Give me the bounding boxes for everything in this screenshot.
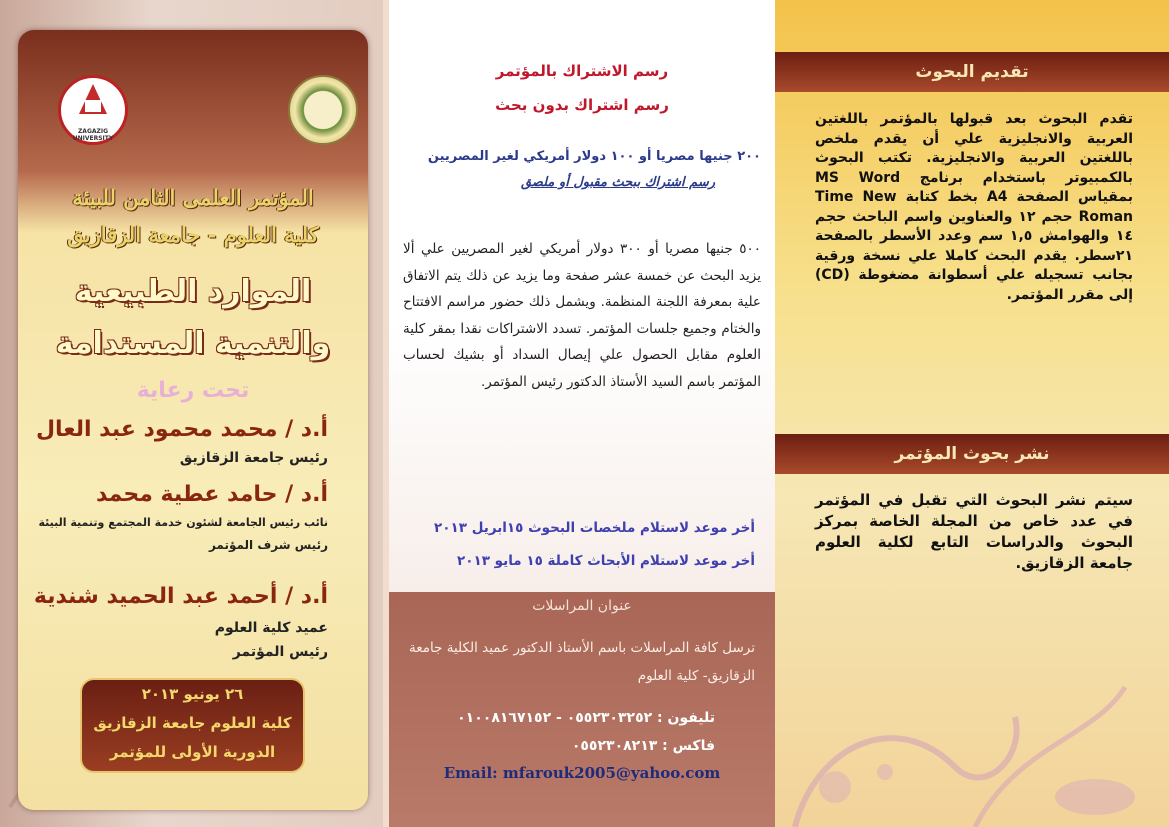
patron-name-3: أ.د / أحمد عبد الحميد شندية [33, 584, 328, 609]
correspondence-body: ترسل كافة المراسلات باسم الأستاذ الدكتور عميد الكلية جامعة الزقازيق- كلية العلوم [409, 640, 755, 684]
paper-deadline: أخر موعد لاستلام الأبحاث كاملة ١٥ مايو ٢٠١٣ [457, 553, 755, 569]
fees-details: ٥٠٠ جنيها مصريا أو ٣٠٠ دولار أمريكي لغير المصريين علي ألا يزيد البحث عن خمسة عشر صفحة وما يزيد عن ذلك يتم الاتفاق علية بمعرفة اللجنة المنظمة. ويشمل ذلك حضور مراسم الافتتاح والختام وجميع جلسات المؤتمر. تسدد الاشتراكات نقدا بمقر كلية العلوم مقابل الحصول علي إيصال السداد أو بشيك لحساب المؤتمر باسم السيد الأستاذ الدكتور رئيس المؤتمر. [403, 241, 761, 390]
right-panel [775, 0, 1169, 827]
university-emblem-icon [61, 78, 125, 124]
floral-swirl-decoration-right [775, 597, 1169, 827]
patron-role-1: رئيس جامعة الزقازيق [179, 450, 328, 466]
submission-instructions: تقدم البحوث بعد قبولها بالمؤتمر باللغتين العربية والانجليزية علي أن يقدم ملخص باللغتين العربية والانجليزية. تكتب البحوث بالكمبيوتر باستخدام برنامج MS Word بمقياس الصفحة A4 بخط كتابة Time New Roman حجم ١٢ والعناوين واسم الباحث حجم ١٤ والهوامش ١,٥ سم وعدد الأسطر بالصفحة ٢١سطر. يقدم البحث كاملا علي نسخة ورقية بجانب تسجيله علي أسطوانة مضغوطة (CD) إلى مقرر المؤتمر. [815, 111, 1134, 303]
middle-panel [389, 0, 775, 827]
conference-edition: الدورية الأولى للمؤتمر [109, 743, 276, 761]
publication-heading: نشر بحوث المؤتمر [775, 434, 1169, 474]
conference-title: الموارد الطبيعية والتنمية المستدامة [55, 274, 331, 361]
conference-seal-logo [288, 75, 358, 145]
left-panel [0, 0, 383, 827]
patron-role-3b: رئيس المؤتمر [232, 644, 328, 660]
phone-number: تليفون : ٠٥٥٢٣٠٣٢٥٢ - ٠١٠٠٨١٦٧١٥٢ [457, 710, 715, 726]
patron-name-1: أ.د / محمد محمود عبد العال [35, 417, 328, 442]
fees-no-paper-amount: ٢٠٠ جنيها مصريا أو ١٠٠ دولار أمريكي لغير المصريين [427, 149, 761, 164]
patronage-label: تحت رعاية [136, 378, 250, 403]
publication-info: سيتم نشر البحوث التي تقبل في المؤتمر في عدد خاص من المجلة الخاصة بمركز البحوث والدراسات التابع لكلية العلوم جامعة الزقازيق. [815, 491, 1133, 572]
conference-venue: كلية العلوم جامعة الزقازيق [93, 714, 292, 732]
conference-host: كلية العلوم - جامعة الزقازيق [67, 222, 319, 247]
fees-no-paper-title: رسم اشتراك بدون بحث [495, 96, 669, 114]
fees-with-paper-title: رسم اشتراك ببحث مقبول أو ملصق [521, 175, 715, 190]
patron-role-3: عميد كلية العلوم [214, 620, 328, 636]
fees-section [389, 0, 775, 592]
logo-caption: ZAGAZIG UNIVERSITY [72, 128, 114, 142]
abstract-deadline: أخر موعد لاستلام ملخصات البحوث ١٥ابريل ٢٠١٣ [434, 520, 755, 536]
correspondence-title: عنوان المراسلات [532, 598, 632, 614]
patron-role-2: نائب رئيس الجامعة لشئون خدمة المجتمع وتنمية البيئة [38, 516, 328, 529]
conference-name: المؤتمر العلمى الثامن للبيئة [72, 185, 314, 210]
submission-heading: تقديم البحوث [775, 52, 1169, 92]
correspondence-section [389, 592, 775, 827]
conference-date-box [80, 678, 305, 773]
patron-name-2: أ.د / حامد عطية محمد [95, 482, 328, 507]
conference-date: ٢٦ يونيو ٢٠١٣ [141, 685, 244, 703]
fax-number: فاكس : ٠٥٥٢٣٠٨٢١٣ [571, 738, 715, 754]
patron-role-2b: رئيس شرف المؤتمر [208, 538, 328, 552]
zagazig-university-logo [58, 75, 128, 145]
fees-title: رسم الاشتراك بالمؤتمر [495, 62, 669, 80]
email-address: Email: mfarouk2005@yahoo.com [443, 764, 721, 782]
